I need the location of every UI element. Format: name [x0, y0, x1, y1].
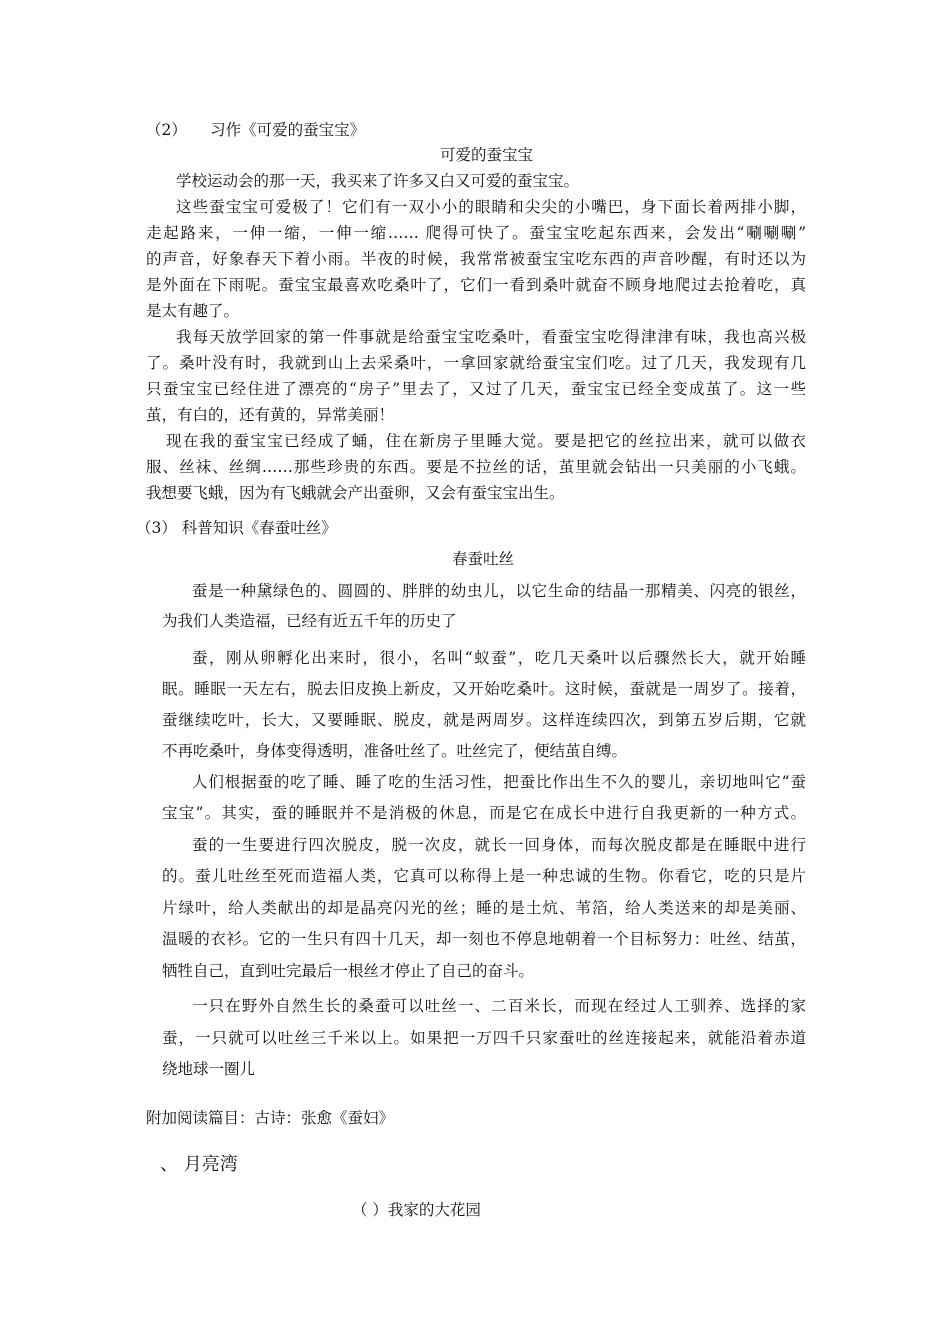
section2-line: 现在我的蚕宝宝已经成了蛹，住在新房子里睡大觉。要是把它的丝拉出来，就可以做衣: [166, 432, 806, 450]
section3-line: 温暖的衣衫。它的一生只有四十几天，却一刻也不停息地朝着一个目标努力：吐丝、结茧，: [162, 930, 806, 948]
section3-line: 蚕继续吃叶，长大，又要睡眠、脱皮，就是两周岁。这样连续四次，到第五岁后期，它就: [162, 711, 806, 729]
section2-line: 这些蚕宝宝可爱极了！它们有一双小小的眼睛和尖尖的小嘴巴，身下面长着两排小脚，: [176, 198, 806, 216]
section3-line: 一只在野外自然生长的桑蚕可以吐丝一、二百米长，而现在经过人工驯养、选择的家: [192, 997, 806, 1015]
section3-line: 蚕是一种黛绿色的、圆圆的、胖胖的幼虫儿，以它生命的结晶一那精美、闪亮的银丝，: [192, 582, 806, 600]
section3-line: 蚕，刚从卵孵化出来时，很小，名叫“蚁蚕”，吃几天桑叶以后骤然长大，就开始睡: [192, 649, 806, 667]
moon-bay-heading: 、 月亮湾: [160, 1154, 238, 1175]
section3-heading: （3） 科普知识《春蚕吐丝》: [136, 519, 337, 537]
section3-line: 为我们人类造福，已经有近五千年的历史了: [162, 612, 457, 630]
section3-line: 蚕，一只就可以吐丝三千米以上。如果把一万四千只家蚕吐的丝连接起来，就能沿着赤道: [162, 1029, 806, 1047]
section2-heading: （2） 习作《可爱的蚕宝宝》: [146, 121, 366, 139]
section3-line: 牺牲自己，直到吐完最后一根丝才停止了自己的奋斗。: [162, 962, 535, 980]
section2-line: 是太有趣了。: [146, 302, 240, 320]
section2-line: 了。桑叶没有时，我就到山上去采桑叶，一拿回家就给蚕宝宝们吃。过了几天，我发现有几: [146, 354, 806, 372]
section2-line: 学校运动会的那一天，我买来了许多又白又可爱的蚕宝宝。: [176, 172, 580, 190]
section2-line: 服、丝袜、丝绸……那些珍贵的东西。要是不拉丝的话，茧里就会钻出一只美丽的小飞蛾。: [146, 458, 806, 476]
section2-line: 我每天放学回家的第一件事就是给蚕宝宝吃桑叶，看蚕宝宝吃得津津有味，我也高兴极: [176, 328, 806, 346]
section2-line: 只蚕宝宝已经住进了漂亮的“房子”里去了，又过了几天，蚕宝宝已经全变成茧了。这一些: [146, 380, 806, 398]
section3-line: 不再吃桑叶，身体变得透明，准备吐丝了。吐丝完了，便结茧自缚。: [162, 742, 628, 760]
section3-line: 片绿叶，给人类献出的却是晶亮闪光的丝；睡的是土炕、苇箔，给人类送来的却是美丽、: [162, 899, 806, 917]
section2-line: 的声音，好象春天下着小雨。半夜的时候，我常常被蚕宝宝吃东西的声音吵醒，有时还以为: [146, 250, 806, 268]
garden-heading: （ ）我家的大花园: [352, 1201, 481, 1219]
section2-line: 走起路来，一伸一缩，一伸一缩…… 爬得可快了。蚕宝宝吃起东西来，会发出“唰唰唰”: [146, 224, 806, 242]
section2-line: 茧，有白的，还有黄的，异常美丽！: [146, 406, 395, 424]
section3-line: 蚕的一生要进行四次脱皮，脱一次皮，就长一回身体，而每次脱皮都是在睡眠中进行: [192, 836, 806, 854]
extra-reading: 附加阅读篇目：古诗：张愈《蚕妇》: [146, 1109, 395, 1127]
section3-line: 的。蚕儿吐丝至死而造福人类，它真可以称得上是一种忠诚的生物。你看它，吃的只是片: [162, 867, 806, 885]
section3-line: 眠。睡眠一天左右，脱去旧皮换上新皮，又开始吃桑叶。这时候，蚕就是一周岁了。接着，: [162, 680, 806, 698]
section2-line: 是外面在下雨呢。蚕宝宝最喜欢吃桑叶了，它们一看到桑叶就奋不顾身地爬过去抢着吃，真: [146, 276, 806, 294]
section3-line: 人们根据蚕的吃了睡、睡了吃的生活习性，把蚕比作出生不久的婴儿，亲切地叫它“蚕: [192, 773, 806, 791]
section3-title: 春蚕吐丝: [452, 550, 515, 568]
section3-line: 绕地球一圈儿: [162, 1060, 256, 1078]
section2-title: 可爱的蚕宝宝: [440, 146, 534, 164]
section3-line: 宝宝”。其实，蚕的睡眠并不是消极的休息，而是它在成长中进行自我更新的一种方式。: [162, 804, 806, 822]
section2-line: 我想要飞蛾，因为有飞蛾就会产出蚕卵，又会有蚕宝宝出生。: [146, 484, 565, 502]
